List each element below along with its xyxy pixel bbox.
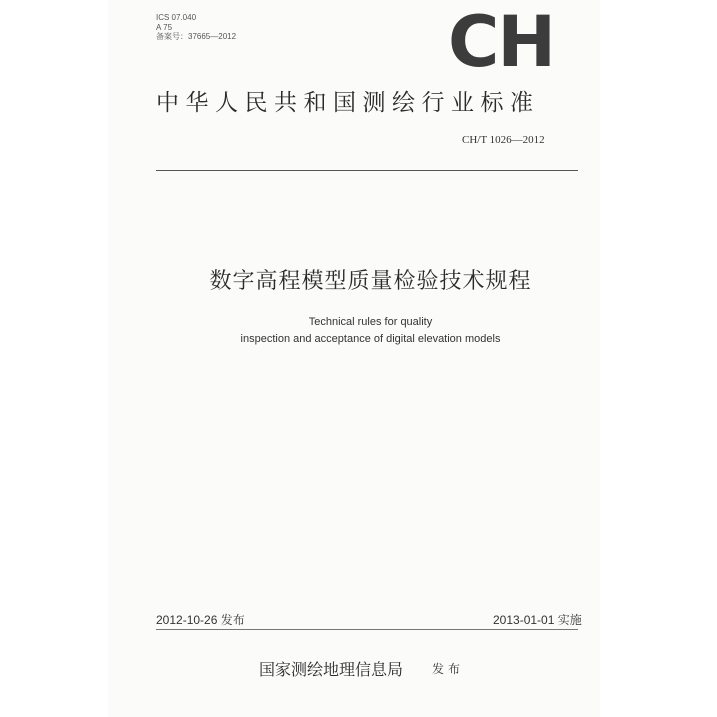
english-title-line-2: inspection and acceptance of digital elevation models bbox=[240, 333, 501, 345]
issue-date: 2012-10-26 发布 bbox=[156, 613, 245, 627]
implementation-date: 2013-01-01 实施 bbox=[493, 613, 582, 627]
publish-label: 发布 bbox=[432, 662, 465, 676]
document-title-chinese: 数字高程模型质量检验技术规程 bbox=[209, 269, 532, 294]
filing-number: 备案号：37665—2012 bbox=[156, 32, 237, 41]
ccs-code: A 75 bbox=[156, 22, 173, 32]
publisher-name: 国家测绘地理信息局 bbox=[259, 660, 404, 679]
ch-logo: CH bbox=[448, 1, 554, 83]
standard-number: CH/T 1026—2012 bbox=[462, 134, 545, 146]
header-divider bbox=[156, 170, 578, 171]
industry-standard-heading: 中华人民共和国测绘行业标准 bbox=[156, 90, 540, 116]
ics-code: ICS 07.040 bbox=[156, 13, 197, 22]
document-title-english bbox=[0, 314, 717, 348]
classification-block bbox=[156, 13, 236, 42]
footer-divider bbox=[156, 629, 578, 630]
english-title-line-1: Technical rules for quality bbox=[308, 316, 433, 328]
